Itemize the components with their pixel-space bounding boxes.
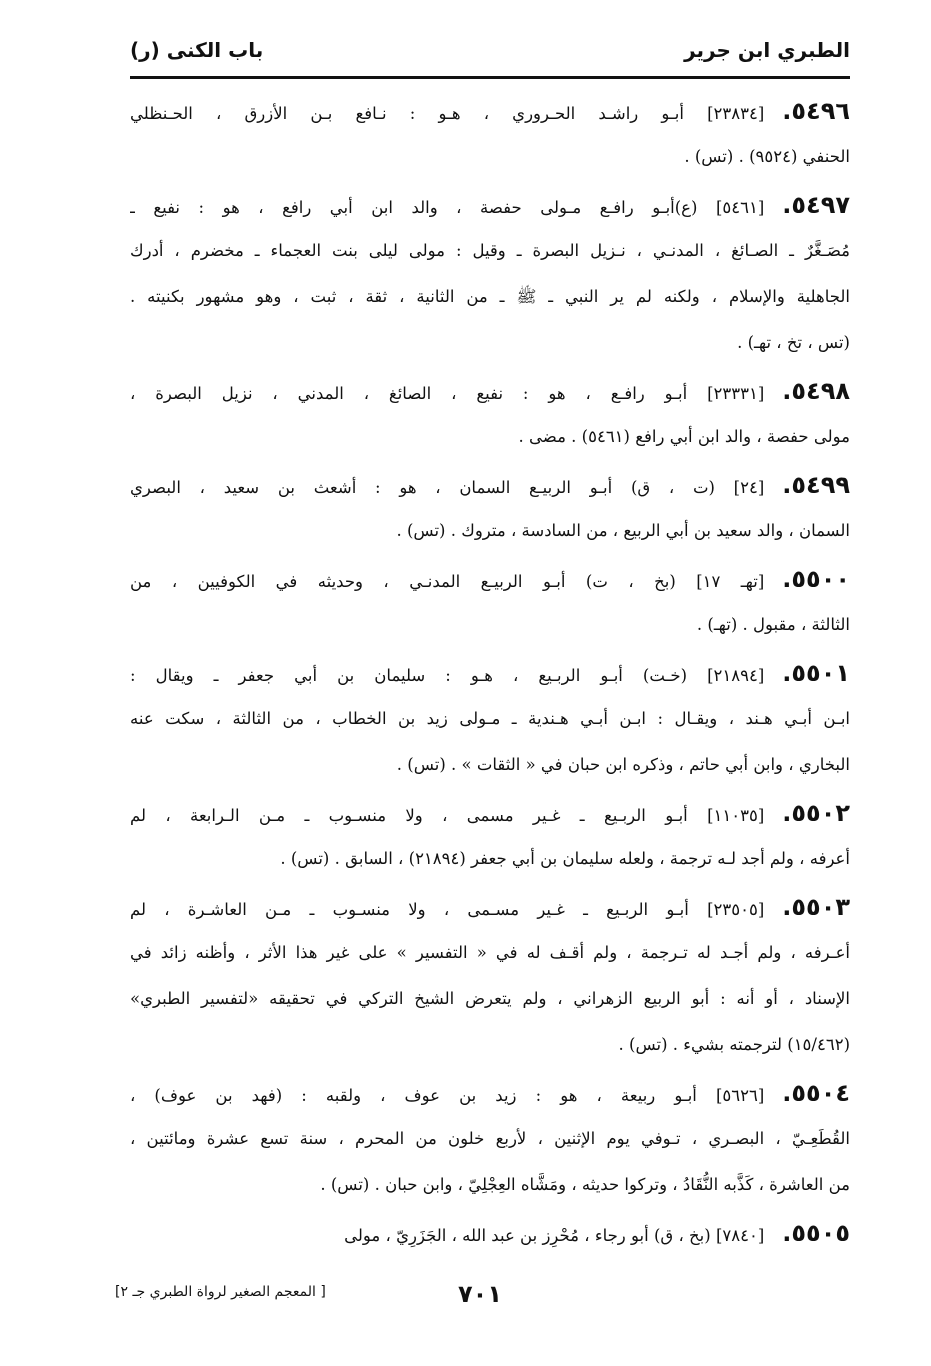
entry: [130, 368, 850, 462]
entry-number: ٥٥٠٠.: [782, 565, 850, 593]
entry-text: ابـن أبـي هـند ، ويقـال : ابـن أبـي هـندية ـ مـولى زيد بن الخطاب ، من الثالثة ، سكت عنه: [130, 709, 850, 728]
entry-line: [130, 790, 850, 836]
entry-line: [130, 696, 850, 742]
entry-text: البخاري ، وابن أبي حاتم ، وذكره ابن حبان في « الثقات » . (تس) .: [396, 755, 850, 774]
entry-line: [130, 884, 850, 930]
entry-text: أعـرفه ، ولم أجـد له تـرجمة ، ولم أقـف له في « التفسير » على غير هذا الأثر ، وأظنه زائد في: [130, 943, 850, 962]
entry-line: [130, 508, 850, 554]
entry-text: مُصَـغَّرٌ ـ الصـائغ ، المدنـي ، نـزيل البصرة ـ وقيل : مولى ليلى بنت العجماء ـ مخضرم ، أدرك: [130, 241, 850, 260]
entry-text: الثالثة ، مقبول . (تهـ) .: [696, 615, 850, 634]
entry-text: [تهـ ١٧] (بخ ، ت) أبـو الربيـع المدنـي ، وحديثه في الكوفيين ، من: [130, 572, 765, 591]
entry-text: [٥٦٢٦] أبـو ربيعة ، هو : زيد بن عوف ، ولقبه : (فهد بن عوف) ،: [130, 1086, 765, 1105]
entry-text: مولى حفصة ، والد ابن أبي رافع (٥٤٦١) . مضى .: [518, 427, 850, 446]
entry-line: [130, 414, 850, 460]
entry-text: (تس ، تخ ، تهـ) .: [737, 333, 850, 352]
entry-line: [130, 88, 850, 134]
entry: [130, 88, 850, 182]
entry-line: [130, 274, 850, 320]
entry-text: [٢٣٣٣١] أبـو رافـع ، هو : نفيع ، الصائغ ، المدني ، نزيل البصرة ،: [130, 384, 765, 403]
entry-line: [130, 368, 850, 414]
entry: [130, 556, 850, 650]
entry-number: ٥٥٠٤.: [782, 1079, 850, 1107]
entry-line: [130, 556, 850, 602]
entry-line: [130, 836, 850, 882]
entry-number: ٥٥٠٣.: [782, 893, 850, 921]
header-chapter-title: باب الكنى (ر): [130, 38, 264, 62]
entry-text: القُطَعِـيّ ، البصـري ، تـوفي يوم الإثنين ، لأربع خلون من المحرم ، سنة تسع عشرة ومائتين ،: [130, 1129, 850, 1148]
entry-number: ٥٥٠٥.: [782, 1219, 850, 1247]
entry-text: [٥٤٦١] (ع)أبـو رافـع مـولى حفصة ، والد ابن أبي رافع ، هو : نفيع ـ: [130, 198, 765, 217]
entry: [130, 1210, 850, 1258]
entry-number: ٥٤٩٦.: [782, 97, 850, 125]
entry: [130, 182, 850, 368]
entry-text: السمان ، والد سعيد بن أبي الربيع ، من السادسة ، متروك . (تس) .: [396, 521, 850, 540]
entry-number: ٥٥٠١.: [782, 659, 850, 687]
entry-line: [130, 976, 850, 1022]
entry-text: الحنفي (٩٥٢٤) . (تس) .: [684, 147, 850, 166]
entry-text: [١١٠٣٥] أبـو الربـيع ـ غـير مسمى ، ولا منسـوب ـ مـن الـرابعة ، لم: [130, 806, 765, 825]
entry-number: ٥٤٩٧.: [782, 191, 850, 219]
entry-line: [130, 1210, 850, 1256]
entry-text: [٢٣٥٠٥] أبـو الربـيع ـ غـير مسـمى ، ولا منسـوب ـ مـن العاشـرة ، لم: [130, 900, 765, 919]
entry-text: الجاهلية والإسلام ، ولكنه لم ير النبي ـ ﷺ ـ من الثانية ، ثقة ، ثبت ، وهو مشهور بكنيته .: [130, 287, 850, 306]
entry-line: [130, 1116, 850, 1162]
entry-line: [130, 1022, 850, 1068]
entry-text: الإسناد ، أو أنه : أبو الربيع الزهراني ، ولم يتعرض الشيخ التركي في تحقيقه «لتفسير الطبري»: [130, 989, 850, 1008]
entry-line: [130, 182, 850, 228]
entry-line: [130, 742, 850, 788]
entry-line: [130, 1162, 850, 1208]
footer-series-title: [ المعجم الصغير لرواة الطبري جـ ٢]: [115, 1284, 326, 1300]
entry-line: [130, 134, 850, 180]
entry-line: [130, 930, 850, 976]
entry-gap: [130, 1256, 850, 1258]
header-rule: [130, 76, 850, 79]
page-number: ٧٠١: [458, 1280, 502, 1308]
entry-number: ٥٥٠٢.: [782, 799, 850, 827]
entry-line: [130, 462, 850, 508]
entry: [130, 1070, 850, 1210]
page-footer: [115, 1280, 845, 1320]
entry: [130, 884, 850, 1070]
entry-text: أعرفه ، ولم أجد لـه ترجمة ، ولعله سليمان بن أبي جعفر (٢١٨٩٤) ، السابق . (تس) .: [280, 849, 850, 868]
entry-number: ٥٤٩٨.: [782, 377, 850, 405]
running-header: [130, 30, 850, 78]
entry-line: [130, 228, 850, 274]
entry-line: [130, 320, 850, 366]
entry: [130, 650, 850, 790]
entry-number: ٥٤٩٩.: [782, 471, 850, 499]
entry-text: [٢٣٨٣٤] أبـو راشـد الحـروري ، هـو : نـافع بـن الأزرق ، الحـنظلي: [130, 104, 765, 123]
entry-line: [130, 650, 850, 696]
entry-text: [٢٤] (ت ، ق) أبـو الربيـع السمان ، هو : أشعث بن سعيد ، البصري: [130, 478, 765, 497]
entry-text: من العاشرة ، كَذَّبه النُّقَادُ ، وتركوا حديثه ، ومَشَّاه العِجْلِيّ ، وابن حبان . (تس) .: [320, 1175, 850, 1194]
header-book-title: الطبري ابن جرير: [684, 38, 850, 62]
entry-text: [٧٨٤٠] (بخ ، ق) أبو رجاء ، مُحْرِز بن عبد الله ، الجَزَرِيّ ، مولى: [344, 1226, 765, 1245]
entry-text: [٢١٨٩٤] (خـت) أبـو الربـيع ، هـو : سليمان بن أبي جعفر ـ ويقال :: [130, 666, 765, 685]
entry: [130, 790, 850, 884]
entry-line: [130, 1070, 850, 1116]
entry: [130, 462, 850, 556]
entries-list: [130, 88, 850, 1258]
entry-line: [130, 602, 850, 648]
entry-text: (١٥/٤٦٢) لترجمته بشيء . (تس) .: [618, 1035, 850, 1054]
